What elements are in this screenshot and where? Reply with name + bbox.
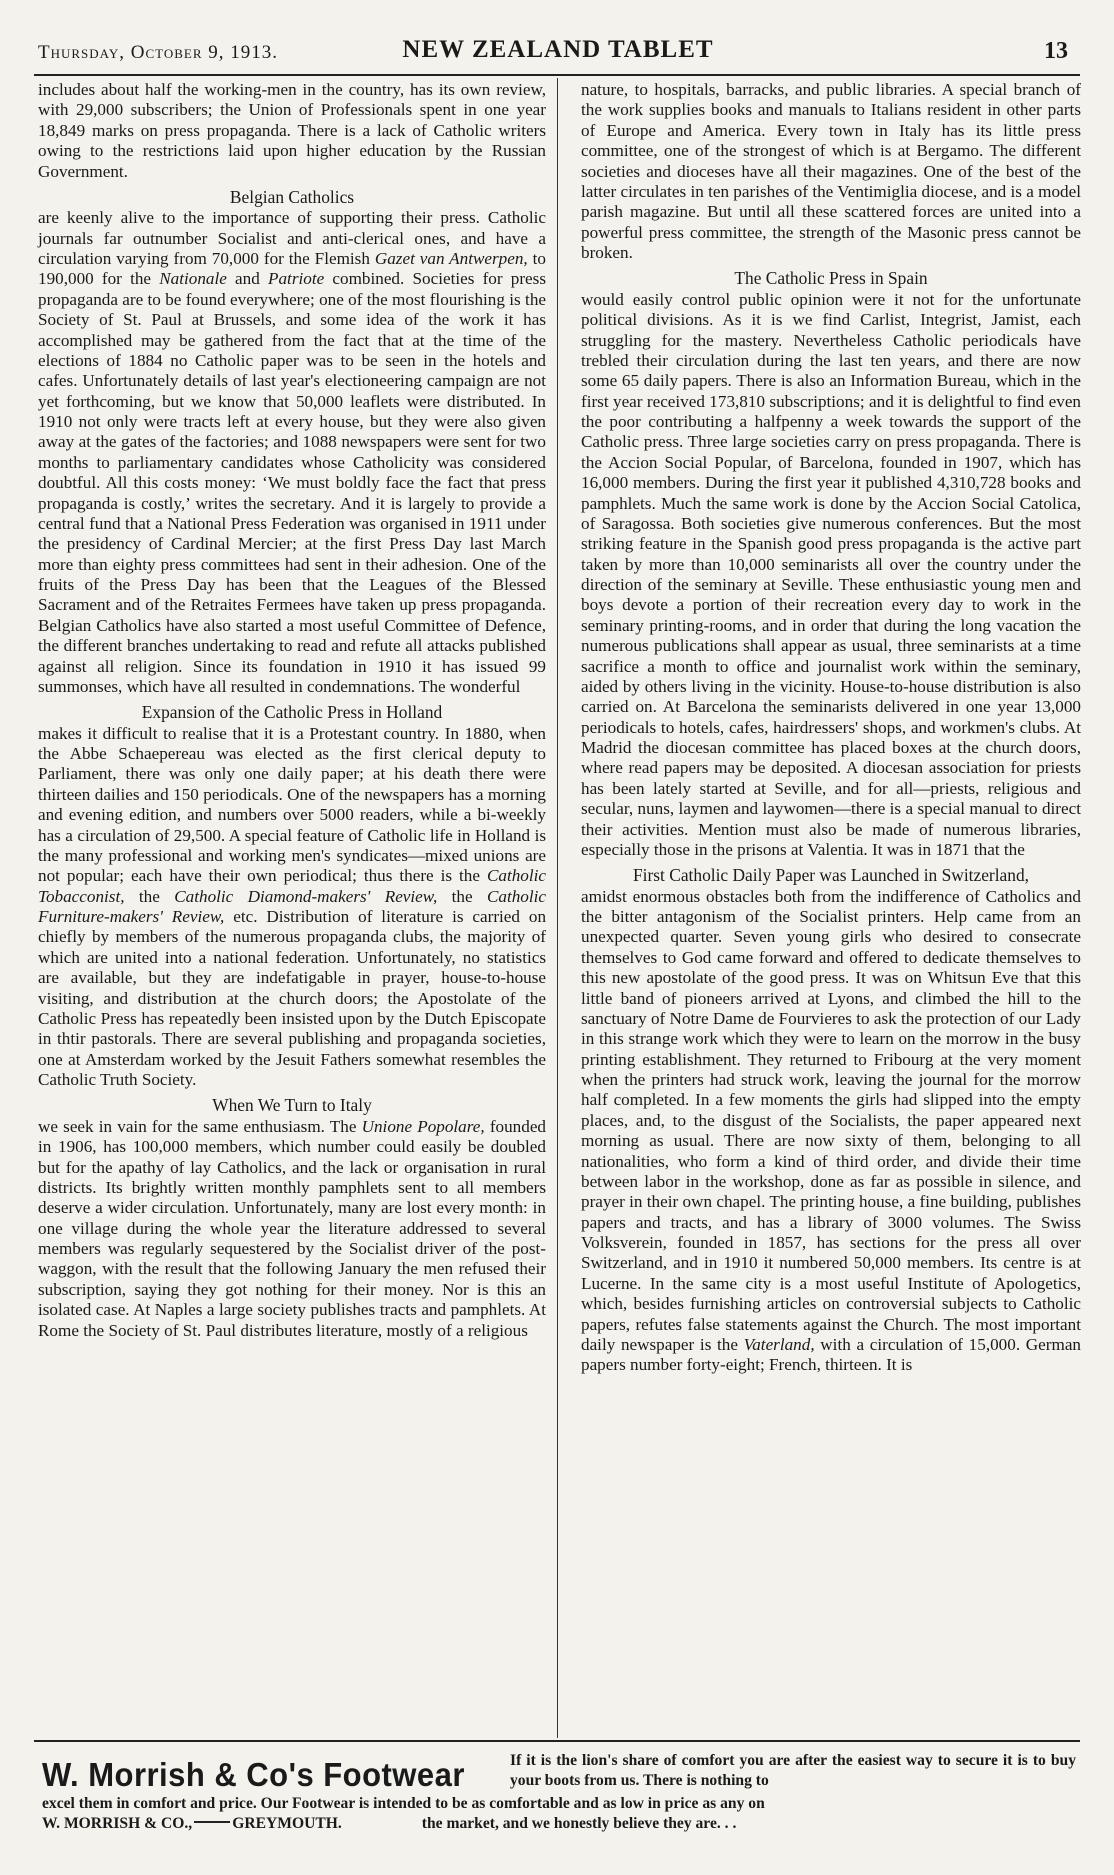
advertiser-town: GREYMOUTH. <box>232 1815 342 1832</box>
paragraph: makes it difficult to realise that it is a Protestant country. In 1880, when the Abbe Schaepereau was elected as the first clerical deputy to Parliament, there was only one daily paper; at his death there were thirteen dailies and 150 periodicals. One of the newspapers has a morning and evening edition, and numbers over 5000 readers, while a bi-weekly has a circulation of 29,500. A special feature of Catholic life in Holland is the many professional and working men's syndicates—mixed unions are not popular; each have their own periodical; thus there is the Catholic Tobacconist, the Catholic Diamond-makers' Review, the Catholic Furniture-makers' Review, etc. Distribution of literature is carried on chiefly by members of the numerous propaganda clubs, the majority of which are united into a national federation. Unfortunately, no statistics are available, but they are indefatigable in prayer, house-to-house visiting, and distribution at the church doors; the Apostolate of the Catholic Press has repeatedly been insisted upon by the Dutch Episcopate in thtir pastorals. There are several publishing and propaganda societies, one at Amsterdam worked by the Jesuit Fathers somewhat resembles the Catholic Truth Society. <box>38 723 547 1089</box>
page-number: 13 <box>1044 38 1068 64</box>
italic-title: Catholic Diamond-makers' Review, <box>174 886 438 906</box>
advertisement-copy-line: excel them in comfort and price. Our Footwear is intended to be as comfortable and as low in price as any on <box>42 1795 765 1812</box>
italic-title: Catholic Tobacconist, <box>38 866 546 906</box>
advertisement-tail: the market, and we honestly believe they are. . . <box>421 1815 737 1832</box>
advertiser-brand: W. Morrish & Co's Footwear <box>42 1756 465 1793</box>
section-heading-switzerland: First Catholic Daily Paper was Launched in Switzerland, <box>632 865 1030 886</box>
advertisement-rule <box>34 1740 1080 1742</box>
paragraph: we seek in vain for the same enthusiasm. The Unione Popolare, founded in 1906, has 100,000 members, which number could easily be doubled but for the apathy of lay Catholics, and the lack or organisation in rural districts. Its brightly written monthly pamphlets sent to all members deserve a wider circulation. Unfortunately, many are lost every month: in one village during the whole year the literature addressed to several members was regularly sequestered by the Socialist driver of the post-waggon, with the result that the following January the men refused their subscription, saying they got nothing for their money. Nor is this an isolated case. At Naples a large society publishes tracts and pamphlets. At Rome the Society of St. Paul distributes literature, mostly of a religious <box>38 1116 546 1340</box>
advertiser-company: W. MORRISH & CO., <box>42 1815 193 1832</box>
advertisement-copy: If it is the lion's share of comfort you are after the easiest way to secure it is to buy your boots from us. There is nothing to <box>510 1752 1076 1789</box>
italic-title: Vaterland, <box>743 1334 815 1354</box>
advertisement <box>38 1748 1078 1848</box>
paragraph: amidst enormous obstacles both from the indifference of Catholics and the bitter antagonism of the Socialist printers. Help came from an unexpected quarter. Seven young girls who desired to consecrate themselves to God came forward and offered to dedicate themselves to this new apostolate of the good press. It was on Whitsun Eve that this little band of pioneers arrived at Lyons, and climbed the hill to the sanctuary of Notre Dame de Fourvieres to ask the protection of our Lady in this strange work which they were to learn on the morrow in the busy printing establishment. They returned to Fribourg at the very moment when the printers had struck work, leaving the journal for the morrow half completed. In a few moments the girls had slipped into the empty places, and, to the disgust of the Socialists, the paper appeared next morning as usual. There are now sixty of them, belonging to all nationalities, who form a kind of third order, and divide their time between labor in the workshop, done as far as possible in silence, and prayer in their own chapel. The printing house, a fine building, publishes papers and tracts, and has a library of 3000 volumes. The Swiss Volksverein, founded in 1857, has sections for the press all over Switzerland, and in 1910 it numbered 50,000 members. Its centre is at Lucerne. In the same city is a most useful Institute of Apologetics, which, besides furnishing articles on controversial subjects to Catholic papers, refutes false statements against the Church. The most important daily newspaper is the Vaterland, with a circulation of 15,000. German papers number forty-eight; French, thirteen. It is <box>581 886 1081 1375</box>
header-rule <box>34 74 1080 76</box>
paragraph: nature, to hospitals, barracks, and public libraries. A special branch of the work supplies books and manuals to Italians resident in other parts of Europe and America. Every town in Italy has its little press committee, one of the strongest of which is at Bergamo. The different societies and dioceses have all their magazines. One of the best of the latter circulates in ten parishes of the Ventimiglia diocese, and is a model parish magazine. But until all these scattered forces are united into a powerful press committee, the strength of the Masonic press cannot be broken. <box>581 80 1081 262</box>
left-column <box>38 80 546 1341</box>
section-heading-holland: Expansion of the Catholic Press in Holland <box>141 702 443 723</box>
section-heading-belgium: Belgian Catholics <box>229 186 355 207</box>
dash-rule <box>194 1821 230 1823</box>
newspaper-title: NEW ZEALAND TABLET <box>402 36 714 63</box>
section-heading-italy: When We Turn to Italy <box>212 1095 372 1116</box>
italic-title: Nationale <box>159 269 227 289</box>
italic-title: Unione Popolare, <box>361 1116 485 1136</box>
paragraph: includes about half the working-men in the country, has its own review, with 29,000 subscribers; the Union of Professionals spent in one year 18,849 marks on press propaganda. There is a lack of Catholic writers owing to the restrictions laid upon higher education by the Russian Government. <box>38 80 546 181</box>
paragraph: are keenly alive to the importance of supporting their press. Catholic journals far outnumber Socialist and anti-clerical ones, and have a circulation varying from 70,000 for the Flemish Gazet van Antwerpen, to 190,000 for the Nationale and Patriote combined. Societies for press propaganda are to be found everywhere; one of the most flourishing is the Society of St. Paul at Brussels, and some idea of the work it has accomplished may be gathered from the fact that at the time of the elections of 1884 no Catholic paper was to be seen in the hotels and cafes. Unfortunately details of last year's electioneering campaign are not yet forthcoming, but we know that 50,000 leaflets were distributed. In 1910 not only were tracts left at every house, but they were also given away at the gates of the factories; and 1088 newspapers were sent for two months to parliamentary candidates whose Catholicity was considered doubtful. All this costs money: ‘We must boldly face the fact that press propaganda is costly,’ writes the secretary. And it is largely to provide a central fund that a National Press Federation was organised in 1911 under the presidency of Cardinal Mercier; at the first Press Day last March more than eighty press committees had sent in their adhesion. One of the fruits of the Press Day has been that the Leagues of the Blessed Sacrament and of the Retraites Fermees have taken up press propaganda. Belgian Catholics have also started a most useful Committee of Defence, the different branches undertaking to read and refute all attacks published against all religion. Since its foundation in 1910 it has issued 99 summonses, which have all resulted in condemnations. The wonderful <box>38 208 546 696</box>
section-heading-spain: The Catholic Press in Spain <box>734 268 928 289</box>
italic-title: Patriote <box>268 269 325 289</box>
paragraph: would easily control public opinion were it not for the unfortunate political divisions. As it is we find Carlist, Integrist, Jamist, each struggling for the mastery. Nevertheless Catholic periodicals have trebled their circulation during the last ten years, and there are now some 65 daily papers. There is also an Information Bureau, which in the first year received 173,810 subscriptions; and it is delightful to find even the poor contributing a halfpenny a week towards the support of the Catholic press. Three large societies carry on press propaganda. There is the Accion Social Popular, of Barcelona, founded in 1907, which has 16,000 members. During the first year it published 4,310,728 books and pamphlets. Much the same work is done by the Accion Social Catolica, of Saragossa. Both societies give numerous conferences. But the most striking feature in the Spanish good press propaganda is the active part taken by more than 10,000 seminarists all over the country under the direction of the seminary at Seville. These enthusiastic young men and boys devote a portion of their recreation every day to work in the seminary printing-rooms, and in order that during the long vacation the numerous publications shall appear as usual, three seminarists at a time sacrifice a month to office and journalist work within the seminary, aided by others living in the vicinity. House-to-house distribution is also carried on. At Barcelona the seminarists delivered in one year 13,000 periodicals to hotels, cafes, hairdressers' shops, and workmen's clubs. At Madrid the diocesan committee has placed boxes at the church doors, where read papers may be deposited. A diocesan association for priests has been lately started at Seville, and for all—priests, religious and secular, nuns, laymen and laywomen—there is a special manual to direct their activities. Mention must also be made of numerous libraries, especially those in the prisons at Valentia. It was in 1871 that the <box>581 289 1081 859</box>
advertisement-footer <box>42 1814 1076 1834</box>
italic-title: Catholic Furniture-makers' Review, <box>38 886 546 926</box>
issue-date: Thursday, October 9, 1913. <box>38 42 279 63</box>
column-divider <box>557 78 558 1738</box>
page-header <box>38 36 1078 70</box>
right-column <box>581 80 1081 1376</box>
italic-title: Gazet van Antwerpen, <box>374 249 528 268</box>
